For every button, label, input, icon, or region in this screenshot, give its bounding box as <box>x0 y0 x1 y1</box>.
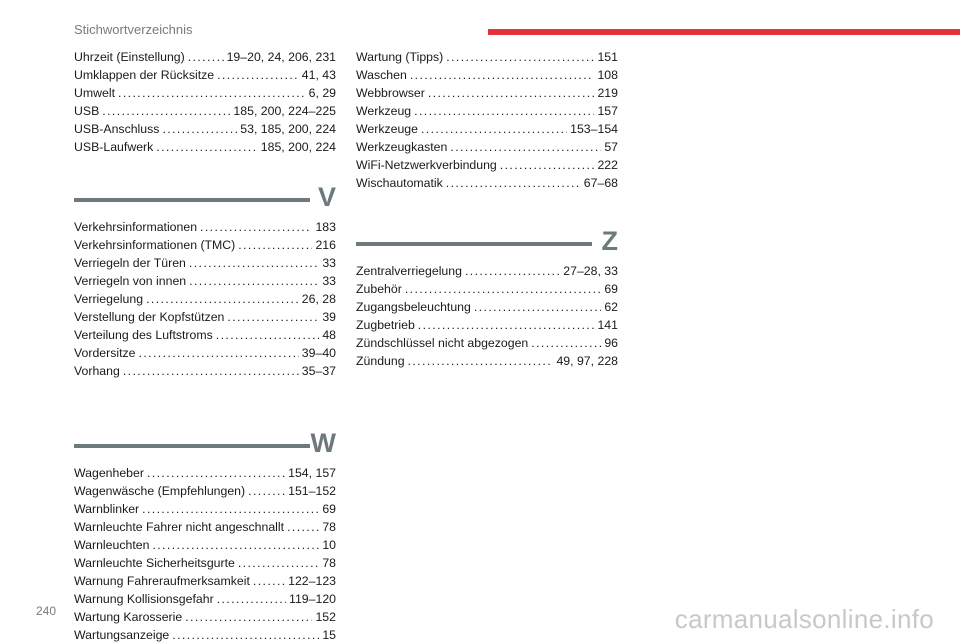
entry-pages: 219 <box>597 86 618 100</box>
entry-term: Wartungsanzeige <box>74 628 170 642</box>
entry-term: Werkzeugkasten <box>356 140 448 154</box>
entry-pages: 26, 28 <box>301 292 336 306</box>
entry-pages: 119–120 <box>289 592 336 606</box>
index-entry <box>74 536 336 554</box>
entry-pages: 153–154 <box>570 122 618 136</box>
entry-pages: 222 <box>597 158 618 172</box>
index-entry <box>74 500 336 518</box>
entry-group-u <box>74 48 336 156</box>
entry-term: Zugangsbeleuchtung <box>356 300 471 314</box>
index-entry <box>74 608 336 626</box>
entry-term: Waschen <box>356 68 407 82</box>
entry-term: Zugbetrieb <box>356 318 415 332</box>
dot-leader <box>450 138 601 156</box>
entry-term: Wischautomatik <box>356 176 443 190</box>
dot-leader <box>253 572 285 590</box>
dot-leader <box>217 590 286 608</box>
entry-pages: 78 <box>322 520 336 534</box>
index-entry <box>74 254 336 272</box>
dot-leader <box>139 344 299 362</box>
section-title: Stichwortverzeichnis <box>74 22 193 37</box>
index-entry <box>356 138 618 156</box>
dot-leader <box>474 298 601 316</box>
index-entry <box>74 554 336 572</box>
page-number: 240 <box>36 604 57 618</box>
dot-leader <box>189 254 319 272</box>
section-rule <box>74 444 310 448</box>
index-entry <box>356 84 618 102</box>
entry-pages: 15 <box>322 628 336 642</box>
entry-group-w-cont <box>356 48 618 192</box>
index-entry <box>356 334 618 352</box>
section-rule <box>356 242 592 246</box>
index-entry <box>74 626 336 644</box>
index-entry <box>74 308 336 326</box>
entry-term: WiFi-Netzwerkverbindung <box>356 158 497 172</box>
entry-term: Warnung Kollisionsgefahr <box>74 592 214 606</box>
dot-leader <box>142 500 319 518</box>
entry-term: Zentralverriegelung <box>356 264 462 278</box>
entry-pages: 33 <box>322 274 336 288</box>
entry-pages: 27–28, 33 <box>563 264 618 278</box>
entry-term: Wagenwäsche (Empfehlungen) <box>74 484 246 498</box>
dot-leader <box>152 536 319 554</box>
entry-term: Verstellung der Kopfstützen <box>74 310 225 324</box>
entry-pages: 157 <box>597 104 618 118</box>
entry-pages: 10 <box>322 538 336 552</box>
dot-leader <box>217 66 299 84</box>
entry-pages: 183 <box>315 220 336 234</box>
entry-pages: 19–20, 24, 206, 231 <box>226 50 336 64</box>
entry-term: Warnleuchte Sicherheitsgurte <box>74 556 235 570</box>
dot-leader <box>200 218 312 236</box>
entry-term: Wartung (Tipps) <box>356 50 444 64</box>
entry-pages: 152 <box>315 610 336 624</box>
entry-term: Warnleuchte Fahrer nicht angeschnallt <box>74 520 285 534</box>
entry-term: Verkehrsinformationen <box>74 220 198 234</box>
entry-pages: 216 <box>315 238 336 252</box>
entry-term: Verriegelung <box>74 292 144 306</box>
index-entry <box>74 120 336 138</box>
entry-pages: 39 <box>322 310 336 324</box>
entry-term: USB-Laufwerk <box>74 140 154 154</box>
dot-leader <box>446 48 594 66</box>
index-entry <box>356 298 618 316</box>
index-entry <box>74 572 336 590</box>
entry-group-v <box>74 218 336 380</box>
entry-pages: 62 <box>604 300 618 314</box>
index-entry <box>74 84 336 102</box>
dot-leader <box>227 308 319 326</box>
dot-leader <box>238 236 312 254</box>
index-entry <box>74 590 336 608</box>
watermark: carmanualsonline.info <box>674 604 934 634</box>
entry-term: Werkzeuge <box>356 122 418 136</box>
section-rule <box>74 198 310 202</box>
entry-term: Warnleuchten <box>74 538 150 552</box>
dot-leader <box>189 272 319 290</box>
entry-term: Wagenheber <box>74 466 144 480</box>
section-letter: Z <box>601 226 618 256</box>
entry-term: Verriegeln der Türen <box>74 256 186 270</box>
entry-pages: 53, 185, 200, 224 <box>240 122 336 136</box>
dot-leader <box>421 120 567 138</box>
entry-term: Umwelt <box>74 86 115 100</box>
dot-leader <box>185 608 312 626</box>
entry-term: Werkzeug <box>356 104 412 118</box>
dot-leader <box>465 262 560 280</box>
dot-leader <box>418 316 595 334</box>
dot-leader <box>188 48 224 66</box>
index-entry <box>74 362 336 380</box>
index-entry <box>356 156 618 174</box>
index-entry <box>74 48 336 66</box>
index-column-left <box>74 48 336 644</box>
entry-term: Uhrzeit (Einstellung) <box>74 50 185 64</box>
letter-heading-v <box>74 176 336 210</box>
header-accent-bar <box>488 29 960 35</box>
index-entry <box>74 464 336 482</box>
entry-term: Webbrowser <box>356 86 425 100</box>
dot-leader <box>147 464 285 482</box>
dot-leader <box>172 626 319 644</box>
entry-term: Verkehrsinformationen (TMC) <box>74 238 236 252</box>
index-entry <box>74 272 336 290</box>
index-entry <box>356 280 618 298</box>
entry-pages: 69 <box>604 282 618 296</box>
entry-term: Warnblinker <box>74 502 140 516</box>
dot-leader <box>428 84 595 102</box>
index-entry <box>356 120 618 138</box>
dot-leader <box>414 102 594 120</box>
index-entry <box>74 66 336 84</box>
entry-term: Zubehör <box>356 282 402 296</box>
entry-term: Vordersitze <box>74 346 136 360</box>
dot-leader <box>248 482 285 500</box>
entry-pages: 122–123 <box>288 574 336 588</box>
dot-leader <box>123 362 299 380</box>
entry-term: Verriegeln von innen <box>74 274 187 288</box>
entry-pages: 108 <box>597 68 618 82</box>
entry-pages: 151 <box>597 50 618 64</box>
entry-pages: 33 <box>322 256 336 270</box>
dot-leader <box>408 352 554 370</box>
dot-leader <box>500 156 595 174</box>
dot-leader <box>146 290 299 308</box>
entry-term: Umklappen der Rücksitze <box>74 68 215 82</box>
dot-leader <box>156 138 258 156</box>
index-entry <box>356 352 618 370</box>
entry-term: Zündung <box>356 354 405 368</box>
entry-term: Warnung Fahreraufmerksamkeit <box>74 574 250 588</box>
dot-leader <box>446 174 581 192</box>
dot-leader <box>102 102 230 120</box>
index-entry <box>356 262 618 280</box>
index-entry <box>356 66 618 84</box>
entry-group-w <box>74 464 336 644</box>
index-entry <box>74 326 336 344</box>
entry-pages: 49, 97, 228 <box>556 354 618 368</box>
entry-group-z <box>356 262 618 370</box>
dot-leader <box>216 326 320 344</box>
entry-pages: 69 <box>322 502 336 516</box>
letter-heading-w <box>74 422 336 456</box>
entry-term: Wartung Karosserie <box>74 610 183 624</box>
index-entry <box>356 48 618 66</box>
dot-leader <box>238 554 319 572</box>
index-entry <box>74 138 336 156</box>
index-entry <box>74 218 336 236</box>
entry-pages: 185, 200, 224–225 <box>233 104 336 118</box>
index-entry <box>356 316 618 334</box>
entry-pages: 67–68 <box>583 176 618 190</box>
dot-leader <box>287 518 319 536</box>
index-entry <box>74 344 336 362</box>
index-entry <box>74 482 336 500</box>
index-entry <box>74 518 336 536</box>
entry-pages: 78 <box>322 556 336 570</box>
dot-leader <box>410 66 595 84</box>
entry-pages: 6, 29 <box>308 86 336 100</box>
entry-pages: 96 <box>604 336 618 350</box>
section-letter: W <box>310 428 336 458</box>
index-entry <box>74 236 336 254</box>
letter-heading-z <box>356 220 618 254</box>
entry-term: Vorhang <box>74 364 120 378</box>
entry-term: Verteilung des Luftstroms <box>74 328 213 342</box>
entry-term: USB-Anschluss <box>74 122 160 136</box>
entry-pages: 185, 200, 224 <box>260 140 336 154</box>
entry-pages: 39–40 <box>301 346 336 360</box>
entry-pages: 48 <box>322 328 336 342</box>
index-entry <box>74 290 336 308</box>
dot-leader <box>118 84 306 102</box>
index-column-right <box>356 48 618 370</box>
entry-pages: 57 <box>604 140 618 154</box>
dot-leader <box>405 280 602 298</box>
index-entry <box>356 174 618 192</box>
index-entry <box>74 102 336 120</box>
index-entry <box>356 102 618 120</box>
dot-leader <box>162 120 237 138</box>
entry-pages: 35–37 <box>301 364 336 378</box>
entry-term: USB <box>74 104 100 118</box>
entry-pages: 154, 157 <box>288 466 336 480</box>
entry-pages: 41, 43 <box>301 68 336 82</box>
entry-term: Zündschlüssel nicht abgezogen <box>356 336 529 350</box>
dot-leader <box>531 334 601 352</box>
section-letter: V <box>317 182 336 212</box>
entry-pages: 141 <box>597 318 618 332</box>
entry-pages: 151–152 <box>288 484 336 498</box>
